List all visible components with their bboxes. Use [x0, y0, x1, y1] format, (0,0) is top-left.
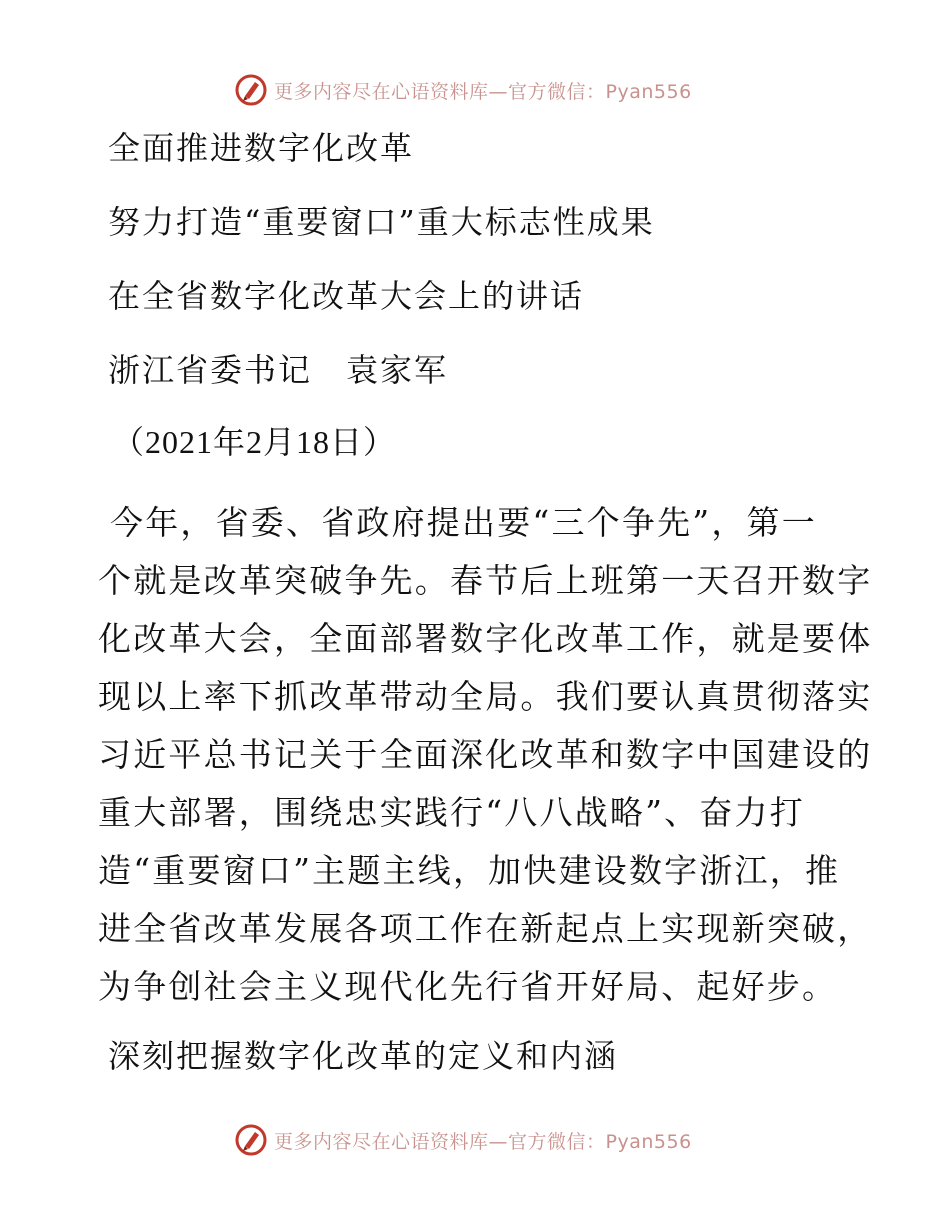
- paragraph-line: 习近平总书记关于全面深化改革和数字中国建设的: [98, 735, 873, 774]
- paragraph-line: 个就是改革突破争先。春节后上班第一天召开数字: [98, 561, 873, 600]
- paragraph-line: 现以上率下抓改革带动全局。我们要认真贯彻落实: [98, 677, 873, 716]
- watermark-text: 更多内容尽在心语资料库—官方微信：Pyan556: [274, 80, 692, 103]
- pen-logo-icon: [234, 1123, 268, 1157]
- section-heading: 深刻把握数字化改革的定义和内涵: [108, 1037, 619, 1075]
- paragraph-line: 今年，省委、省政府提出要“三个争先”，第一: [110, 503, 817, 542]
- paragraph-line: 进全省改革发展各项工作在新起点上实现新突破，: [98, 909, 873, 948]
- watermark-text: 更多内容尽在心语资料库—官方微信：Pyan556: [274, 1130, 692, 1153]
- header-watermark: [234, 72, 692, 108]
- document-title: 全面推进数字化改革: [108, 129, 415, 167]
- paragraph-line: 造“重要窗口”主题主线，加快建设数字浙江，推: [98, 851, 841, 890]
- document-date: （2021年2月18日）: [112, 424, 397, 460]
- document-title-second-line: 努力打造“重要窗口”重大标志性成果: [108, 203, 655, 241]
- paragraph-line: 化改革大会，全面部署数字化改革工作，就是要体: [98, 619, 873, 658]
- footer-watermark: [234, 1122, 692, 1158]
- document-subtitle: 在全省数字化改革大会上的讲话: [108, 277, 585, 315]
- body-paragraph: [98, 494, 873, 1016]
- paragraph-line: 重大部署，围绕忠实践行“八八战略”、奋力打: [98, 793, 805, 832]
- paragraph-line: 为争创社会主义现代化先行省开好局、起好步。: [98, 967, 838, 1006]
- pen-logo-icon: [234, 73, 268, 107]
- document-author: 浙江省委书记 袁家军: [108, 351, 449, 389]
